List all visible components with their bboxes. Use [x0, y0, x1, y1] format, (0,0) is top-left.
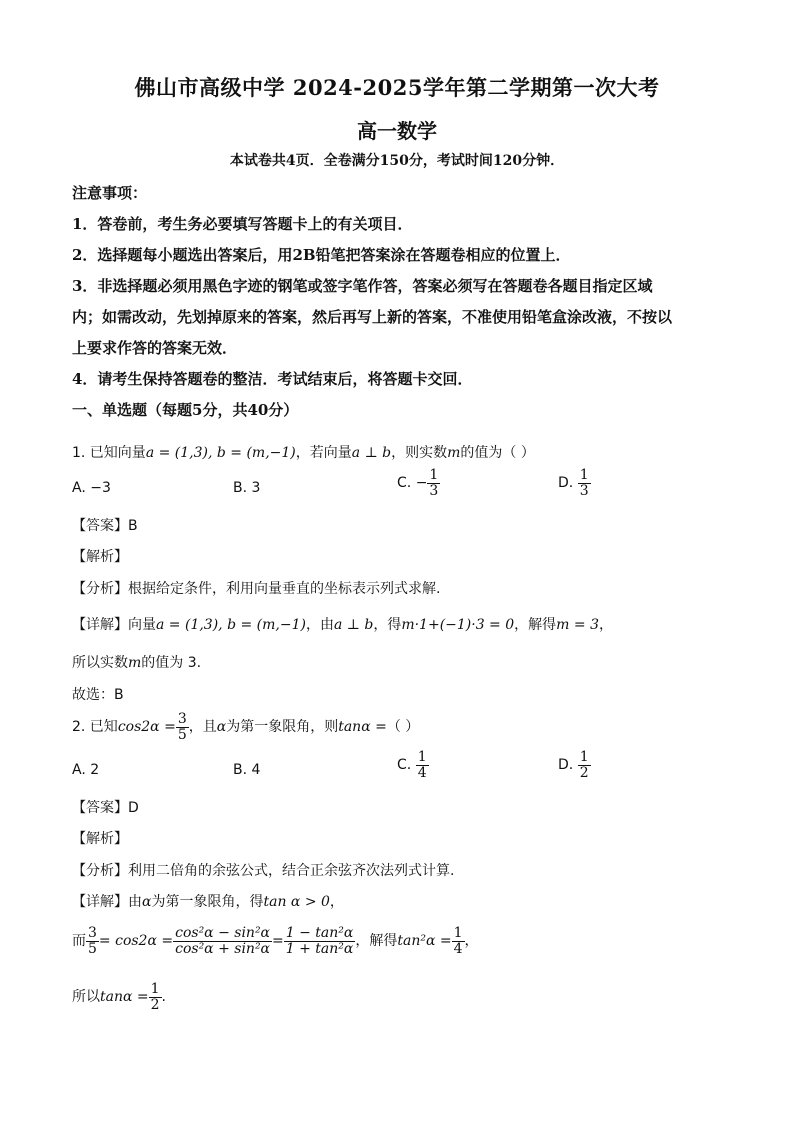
question-2: 2. 已知cos2α = $\frac{3}{5}$ ，且α为第一象限角，则tanα =（ ） — [72, 711, 420, 743]
q1-answer: 【答案】B — [72, 518, 138, 534]
q1-prefix: 1. 已知向量 — [72, 445, 146, 461]
q2-option-d: D. $\frac{1}{2}$ — [558, 749, 589, 781]
q2-frac: $\frac{3}{5}$ — [177, 711, 187, 743]
note-item-2: 2．选择题每小题选出答案后，用2B铅笔把答案涂在答题卷相应的位置上． — [72, 246, 571, 264]
q1-end: 的值为（ ） — [460, 445, 535, 461]
q2-xiangjie: 【详解】由α为第一象限角，得tan α > 0， — [72, 894, 344, 910]
q1-vectors: a = (1,3), b = (m,−1) — [145, 445, 296, 461]
q1-guxuan: 故选：B — [72, 687, 124, 703]
q1-option-d: D. $\frac{1}{3}$ — [558, 467, 589, 499]
q1-suffix: ，则实数 — [391, 445, 448, 461]
q1-var: m — [447, 445, 461, 461]
note-item-3-end: 上要求作答的答案无效． — [72, 339, 238, 357]
q2-analysis-label: 【解析】 — [72, 831, 128, 847]
q2-option-a: A. 2 — [72, 762, 100, 778]
q2-conclusion: 所以tanα = $\frac{1}{2}$ . — [72, 981, 166, 1013]
q1-mid: ，若向量 — [295, 445, 352, 461]
q2-answer: 【答案】D — [72, 800, 139, 816]
q1-perp: a ⊥ b — [351, 445, 392, 461]
note-item-3: 3．非选择题必须用黑色字迹的钢笔或签字笔作答，答案必须写在答题卷各题目指定区域 — [72, 277, 653, 295]
q1-xiangjie: 【详解】向量a = (1,3), b = (m,−1)，由a ⊥ b，得m·1+(−1)·3 = 0，解得m = 3， — [72, 617, 613, 633]
q2-fenxi: 【分析】利用二倍角的余弦公式，结合正余弦齐次法列式计算. — [72, 863, 455, 879]
q1-option-c: C. − $\frac{1}{3}$ — [397, 467, 439, 499]
q1-fenxi: 【分析】根据给定条件，利用向量垂直的坐标表示列式求解. — [72, 581, 441, 597]
q2-derivation: 而 $\frac{3}{5}$ = cos2α = $\frac{\text{cos²α − sin²α}}{\text{cos²α + sin²α}}$ = $\frac{\text{1 − tan²α}}{\text{1 + tan²α}}$ ，解得tan²α = $\frac{1}{4}$ ， — [72, 925, 479, 957]
q1-option-d-frac: $\frac{1}{3}$ — [579, 467, 589, 499]
q2-option-c: C. $\frac{1}{4}$ — [397, 749, 427, 781]
section-heading: 一、单选题（每题5分，共40分） — [72, 401, 299, 419]
q1-option-b: B. 3 — [233, 480, 261, 496]
q1-conclusion: 所以实数m的值为 3. — [72, 655, 202, 671]
notes-heading: 注意事项： — [72, 184, 148, 202]
q1-analysis-label: 【解析】 — [72, 549, 128, 565]
question-1 — [72, 442, 535, 462]
exam-title: 佛山市高级中学 2024-2025学年第二学期第一次大考 — [134, 75, 660, 100]
note-item-4: 4．请考生保持答题卷的整洁．考试结束后，将答题卡交回． — [72, 370, 473, 388]
q1-option-c-frac: $\frac{1}{3}$ — [429, 467, 439, 499]
note-item-1: 1．答卷前，考生务必要填写答题卡上的有关项目． — [72, 215, 413, 233]
exam-subtitle: 高一数学 — [357, 119, 437, 143]
note-item-3-cont: 内；如需改动，先划掉原来的答案，然后再写上新的答案，不准使用铅笔盒涂改液，不按以 — [72, 308, 673, 326]
q1-option-a: A. −3 — [72, 480, 111, 496]
exam-info: 本试卷共4页．全卷满分150分，考试时间120分钟． — [229, 153, 565, 169]
q2-option-b: B. 4 — [233, 762, 261, 778]
